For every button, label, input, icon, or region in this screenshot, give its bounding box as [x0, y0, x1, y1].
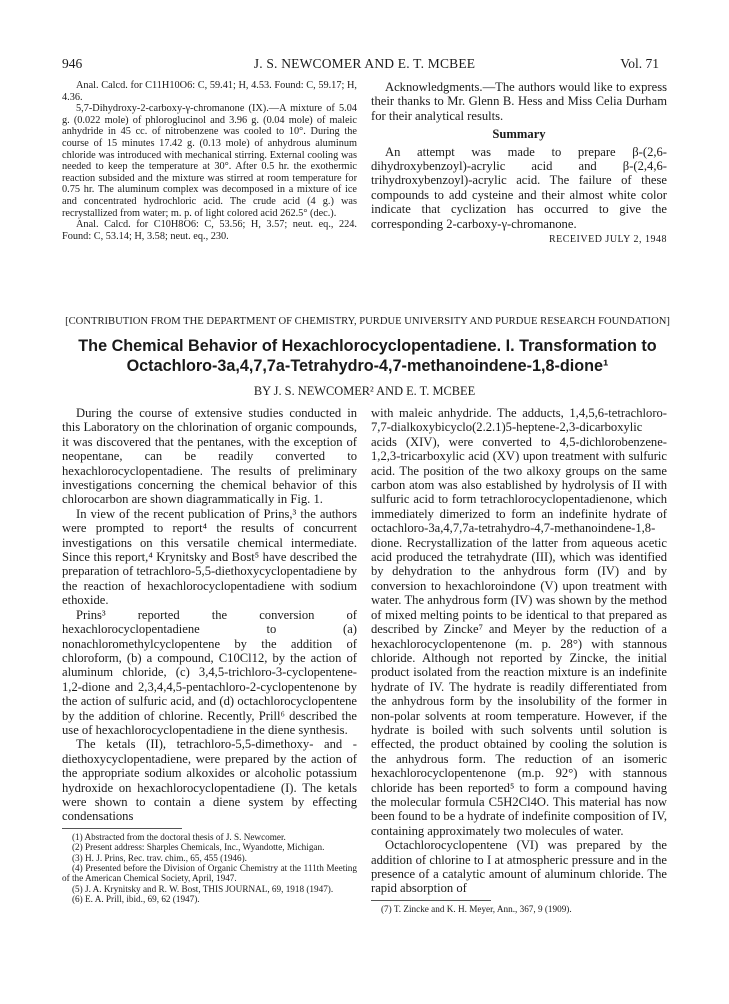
footnote: (4) Presented before the Division of Organic Chemistry at the 111th Meeting of the American Chemical Society, April, 1947. — [62, 863, 357, 884]
preparation-paragraph: 5,7-Dihydroxy-2-carboxy-γ-chromanone (IX).—A mixture of 5.04 g. (0.022 mole) of phloroglucinol and 3.96 g. (0.04 mole) of maleic anhydride in 45 cc. of nitrobenzene was cooled to 10°. During the course of 15 minutes 17.42 g. (0.13 mole) of anhydrous aluminum chloride was introduced with mechanical stirring. External cooling was needed to keep the temperature at 30°. After 0.5 hr. the exothermic reaction subsided and the mixture was stirred at room temperature for 0.75 hr. The aluminum complex was decomposed in a mixture of ice and concentrated hydrochloric acid. The crude acid (4 g.) was recrystallized from water; m. p. of light colored acid 262.5° (dec.). — [62, 103, 357, 219]
footnote: (3) H. J. Prins, Rec. trav. chim., 65, 455 (1946). — [72, 852, 247, 863]
footnote: (2) Present address: Sharples Chemicals, Inc., Wyandotte, Michigan. — [72, 842, 325, 853]
article-title — [60, 336, 675, 376]
body-paragraph: The ketals (II), tetrachloro-5,5-dimethoxy- and -diethoxycyclopentadiene, were prepared by the action of the appropriate sodium alkoxides or alcoholic potassium hydroxide on hexachlorocyclopentadiene (I). The ketals were shown to contain a diene system by effecting condensations — [62, 737, 357, 824]
footnote-divider — [62, 828, 182, 829]
article-title-line-2: Octachloro-3a,4,7,7a-Tetrahydro-4,7-methanoindene-1,8-dione¹ — [126, 357, 609, 375]
body-paragraph: Prins³ reported the conversion of hexachlorocyclopentadiene to (a) nonachloromethylcyclopentene by the addition of chloroform, (b) a compound, C10Cl12, by the action of aluminum chloride, (c) 3,4,5-trichloro-3-cyclopentene-1,2-dione and 2,3,4,4,5-pentachloro-2-cyclopentenone by the action of sulfuric acid, and (d) octachlorocyclopentene by the addition of chlorine. Recently, Prill⁶ described the use of hexachlorocyclopentadiene in the diene synthesis. — [62, 607, 357, 737]
volume-label: Vol. 71 — [620, 56, 659, 71]
experimental-continuation — [62, 80, 357, 242]
article-authors: BY J. S. NEWCOMER² AND E. T. MCBEE — [253, 384, 476, 398]
footnotes — [371, 904, 667, 914]
contribution-line: [CONTRIBUTION FROM THE DEPARTMENT OF CHEMISTRY, PURDUE UNIVERSITY AND PURDUE RESEARCH FOUNDATION] — [65, 316, 670, 327]
running-title: J. S. NEWCOMER AND E. T. MCBEE — [253, 56, 476, 71]
body-paragraph: During the course of extensive studies conducted in this Laboratory on the chlorination of organic compounds, it was discovered that the pentanes, with the exception of neopentane, can be readily converted to hexachlorocyclopentadiene. The results of preliminary investigations concerning the chemical behavior of this chlorocarbon are shown diagrammatically in Fig. 1. — [62, 406, 357, 507]
footnote: (1) Abstracted from the doctoral thesis of J. S. Newcomer. — [72, 831, 286, 842]
analysis-paragraph-1: Anal. Calcd. for C11H10O6: C, 59.41; H, 4.53. Found: C, 59.17; H, 4.36. — [62, 80, 357, 103]
footnote-divider — [371, 900, 491, 901]
acknowledgments-summary — [371, 80, 667, 247]
body-paragraph: with maleic anhydride. The adducts, 1,4,5,6-tetrachloro-7,7-dialkoxybicyclo(2.2.1)5-heptene-2,3-dicarboxylic acids (XIV), were converted to 4,5-dichlorobenzene-1,2,3-tricarboxylic acid (XV) upon treatment with sulfuric acid. The position of the two alkoxy groups on the same carbon atom was also established by hydrolysis of II with sulfuric acid to form tetrachlorocyclopentadienone, which immediately dimerized to form an indefinite hydrate of octachloro-3a,4,7,7a-tetrahydro-4,7-methanoindene-1,8-dione. Recrystallization of the latter from aqueous acetic acid produced the tetrahydrate (III), which was identified by dehydration to the anhydrous form (IV) and by conversion to hexachloroindone (V) upon treatment with water. The anhydrous form (IV) was shown by the method of mixed melting points to be identical to that prepared as described by Zincke⁷ and Meyer by the reduction of a hexachlorocyclopentenone (m. p. 28°) with stannous chloride. Although not reported by Zincke, the initial product isolated from the reaction mixture is an indefinite hydrate of IV. The hydrate is readily differentiated from the anhydrous form by the insolubility of the former in non-polar solvents at room temperature. However, if the hydrate is boiled with such solvents until solution is effected, the product obtained by cooling the solution is the anhydrous form. The reduction of an isomeric hexachlorocyclopentenone (m.p. 92°) with stannous chloride has been reported⁵ to form a compound having the molecular formula C5H2Cl4O. This material has now been found to be a hydrate of indefinite composition of IV, containing approximately two molecules of water. — [371, 406, 667, 838]
page-number: 946 — [62, 56, 83, 71]
footnotes — [62, 832, 357, 905]
received-date: RECEIVED JULY 2, 1948 — [548, 234, 667, 246]
body-paragraph: Octachlorocyclopentene (VI) was prepared by the addition of chlorine to I at atmospheric pressure and in the presence of a catalytic amount of aluminum chloride. The rapid absorption of — [371, 838, 667, 896]
left-column — [62, 406, 357, 905]
analysis-paragraph-2: Anal. Calcd. for C10H8O6: C, 53.56; H, 3.57; neut. eq., 224. Found: C, 53.14; H, 3.58; neut. eq., 230. — [62, 219, 357, 242]
footnote: (5) J. A. Krynitsky and R. W. Bost, THIS JOURNAL, 69, 1918 (1947). — [72, 883, 334, 894]
footnote: (7) T. Zincke and K. H. Meyer, Ann., 367, 9 (1909). — [381, 903, 572, 914]
right-column — [371, 406, 667, 914]
summary-heading: Summary — [492, 127, 546, 142]
acknowledgments-paragraph: Acknowledgments.—The authors would like to express their thanks to Mr. Glenn B. Hess and Miss Celia Durham for their analytical results. — [371, 80, 667, 123]
footnote: (6) E. A. Prill, ibid., 69, 62 (1947). — [72, 894, 200, 905]
summary-paragraph: An attempt was made to prepare β-(2,6-dihydroxybenzoyl)-acrylic acid and β-(2,4,6-trihydroxybenzoyl)-acrylic acid. The failure of these compounds to add cysteine and their almost white color indicate that cyclization has occurred to give the corresponding 2-carboxy-γ-chromanone. — [371, 144, 667, 231]
body-paragraph: In view of the recent publication of Prins,³ the authors were prompted to report⁴ the results of concurrent investigations on this versatile chemical intermediate. Since this report,⁴ Krynitsky and Bost⁵ have described the preparation of tetrachloro-5,5-diethoxycyclopentadiene by the reaction of hexachlorocyclopentadiene with sodium ethoxide. — [62, 506, 357, 608]
article-title-line-1: The Chemical Behavior of Hexachlorocyclopentadiene. I. Transformation to — [78, 337, 657, 355]
